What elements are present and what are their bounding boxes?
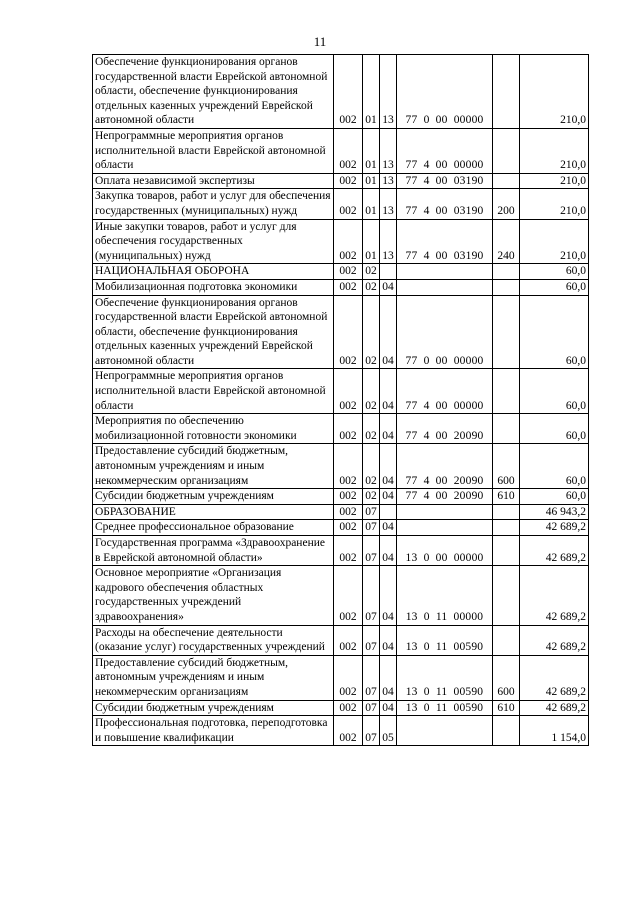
budget-table-body — [93, 55, 589, 746]
admin-code-cell: 002 — [334, 504, 363, 520]
expense-type-code-cell: 200 — [493, 189, 520, 219]
table-row — [93, 189, 589, 219]
amount-cell: 42 689,2 — [520, 520, 589, 536]
target-article-code-cell: 13 0 11 00590 — [397, 655, 493, 700]
row-name-cell: Субсидии бюджетным учреждениям — [93, 489, 334, 505]
row-name-cell: Непрограммные мероприятия органов исполнительной власти Еврейской автономной области — [93, 369, 334, 414]
row-name-cell: Расходы на обеспечение деятельности (оказание услуг) государственных учреждений — [93, 625, 334, 655]
admin-code-cell: 002 — [334, 716, 363, 746]
subsection-code-cell: 13 — [380, 173, 397, 189]
expense-type-code-cell — [493, 625, 520, 655]
row-name-cell: Оплата независимой экспертизы — [93, 173, 334, 189]
section-code-cell: 02 — [363, 264, 380, 280]
table-row — [93, 264, 589, 280]
subsection-code-cell: 04 — [380, 444, 397, 489]
expense-type-code-cell: 240 — [493, 219, 520, 264]
admin-code-cell: 002 — [334, 700, 363, 716]
section-code-cell: 02 — [363, 489, 380, 505]
subsection-code-cell: 05 — [380, 716, 397, 746]
table-row — [93, 655, 589, 700]
amount-cell: 210,0 — [520, 189, 589, 219]
table-row — [93, 55, 589, 129]
admin-code-cell: 002 — [334, 189, 363, 219]
expense-type-code-cell — [493, 504, 520, 520]
row-name-cell: ОБРАЗОВАНИЕ — [93, 504, 334, 520]
amount-cell: 46 943,2 — [520, 504, 589, 520]
amount-cell: 210,0 — [520, 128, 589, 173]
expense-type-code-cell — [493, 520, 520, 536]
subsection-code-cell: 13 — [380, 219, 397, 264]
target-article-code-cell — [397, 264, 493, 280]
amount-cell: 210,0 — [520, 173, 589, 189]
table-row — [93, 520, 589, 536]
subsection-code-cell: 04 — [380, 279, 397, 295]
row-name-cell: Государственная программа «Здравоохранение в Еврейской автономной области» — [93, 536, 334, 566]
expense-type-code-cell — [493, 566, 520, 625]
admin-code-cell: 002 — [334, 55, 363, 129]
amount-cell: 42 689,2 — [520, 655, 589, 700]
table-row — [93, 566, 589, 625]
target-article-code-cell — [397, 504, 493, 520]
section-code-cell: 01 — [363, 173, 380, 189]
section-code-cell: 02 — [363, 279, 380, 295]
section-code-cell: 07 — [363, 520, 380, 536]
table-row — [93, 536, 589, 566]
table-row — [93, 716, 589, 746]
admin-code-cell: 002 — [334, 655, 363, 700]
target-article-code-cell: 13 0 00 00000 — [397, 536, 493, 566]
row-name-cell: Обеспечение функционирования органов государственной власти Еврейской автономной области, обеспечение функционирования отдельных казенных учреждений Еврейской автономной области — [93, 295, 334, 369]
amount-cell: 60,0 — [520, 279, 589, 295]
expense-type-code-cell — [493, 55, 520, 129]
section-code-cell: 07 — [363, 536, 380, 566]
amount-cell: 1 154,0 — [520, 716, 589, 746]
section-code-cell: 02 — [363, 369, 380, 414]
amount-cell: 42 689,2 — [520, 566, 589, 625]
target-article-code-cell — [397, 716, 493, 746]
admin-code-cell: 002 — [334, 536, 363, 566]
table-row — [93, 504, 589, 520]
subsection-code-cell — [380, 504, 397, 520]
row-name-cell: Иные закупки товаров, работ и услуг для обеспечения государственных (муниципальных) нужд — [93, 219, 334, 264]
amount-cell: 42 689,2 — [520, 700, 589, 716]
expense-type-code-cell — [493, 536, 520, 566]
table-row — [93, 369, 589, 414]
subsection-code-cell: 04 — [380, 700, 397, 716]
target-article-code-cell: 13 0 11 00000 — [397, 566, 493, 625]
target-article-code-cell — [397, 520, 493, 536]
expense-type-code-cell — [493, 128, 520, 173]
section-code-cell: 02 — [363, 444, 380, 489]
admin-code-cell: 002 — [334, 279, 363, 295]
subsection-code-cell: 13 — [380, 55, 397, 129]
section-code-cell: 07 — [363, 566, 380, 625]
section-code-cell: 01 — [363, 189, 380, 219]
section-code-cell: 02 — [363, 414, 380, 444]
admin-code-cell: 002 — [334, 369, 363, 414]
subsection-code-cell — [380, 264, 397, 280]
section-code-cell: 07 — [363, 700, 380, 716]
target-article-code-cell: 77 4 00 00000 — [397, 369, 493, 414]
section-code-cell: 01 — [363, 128, 380, 173]
subsection-code-cell: 04 — [380, 295, 397, 369]
subsection-code-cell: 13 — [380, 189, 397, 219]
expense-type-code-cell: 600 — [493, 655, 520, 700]
target-article-code-cell: 13 0 11 00590 — [397, 625, 493, 655]
section-code-cell: 01 — [363, 219, 380, 264]
admin-code-cell: 002 — [334, 520, 363, 536]
admin-code-cell: 002 — [334, 219, 363, 264]
admin-code-cell: 002 — [334, 444, 363, 489]
expense-type-code-cell — [493, 414, 520, 444]
target-article-code-cell — [397, 279, 493, 295]
section-code-cell: 07 — [363, 504, 380, 520]
table-row — [93, 219, 589, 264]
budget-table — [92, 54, 589, 746]
amount-cell: 42 689,2 — [520, 536, 589, 566]
subsection-code-cell: 04 — [380, 489, 397, 505]
row-name-cell: Предоставление субсидий бюджетным, автономным учреждениям и иным некоммерческим организациям — [93, 444, 334, 489]
expense-type-code-cell — [493, 369, 520, 414]
target-article-code-cell: 77 4 00 03190 — [397, 189, 493, 219]
subsection-code-cell: 04 — [380, 369, 397, 414]
admin-code-cell: 002 — [334, 566, 363, 625]
subsection-code-cell: 04 — [380, 414, 397, 444]
subsection-code-cell: 04 — [380, 625, 397, 655]
table-row — [93, 295, 589, 369]
target-article-code-cell: 77 4 00 20090 — [397, 444, 493, 489]
expense-type-code-cell: 610 — [493, 489, 520, 505]
section-code-cell: 07 — [363, 716, 380, 746]
row-name-cell: Мероприятия по обеспечению мобилизационной готовности экономики — [93, 414, 334, 444]
admin-code-cell: 002 — [334, 489, 363, 505]
target-article-code-cell: 77 0 00 00000 — [397, 295, 493, 369]
row-name-cell: Закупка товаров, работ и услуг для обеспечения государственных (муниципальных) нужд — [93, 189, 334, 219]
expense-type-code-cell — [493, 173, 520, 189]
table-row — [93, 444, 589, 489]
table-row — [93, 173, 589, 189]
amount-cell: 60,0 — [520, 414, 589, 444]
admin-code-cell: 002 — [334, 295, 363, 369]
target-article-code-cell: 77 4 00 20090 — [397, 489, 493, 505]
admin-code-cell: 002 — [334, 414, 363, 444]
amount-cell: 60,0 — [520, 295, 589, 369]
expense-type-code-cell — [493, 295, 520, 369]
section-code-cell: 01 — [363, 55, 380, 129]
expense-type-code-cell: 610 — [493, 700, 520, 716]
row-name-cell: Основное мероприятие «Организация кадрового обеспечения областных государственных учреждений здравоохранения» — [93, 566, 334, 625]
section-code-cell: 02 — [363, 295, 380, 369]
expense-type-code-cell — [493, 716, 520, 746]
amount-cell: 210,0 — [520, 55, 589, 129]
amount-cell: 60,0 — [520, 444, 589, 489]
row-name-cell: Обеспечение функционирования органов государственной власти Еврейской автономной области, обеспечение функционирования отдельных казенных учреждений Еврейской автономной области — [93, 55, 334, 129]
amount-cell: 210,0 — [520, 219, 589, 264]
table-row — [93, 489, 589, 505]
target-article-code-cell: 77 4 00 20090 — [397, 414, 493, 444]
subsection-code-cell: 04 — [380, 655, 397, 700]
table-row — [93, 279, 589, 295]
expense-type-code-cell: 600 — [493, 444, 520, 489]
section-code-cell: 07 — [363, 655, 380, 700]
subsection-code-cell: 04 — [380, 566, 397, 625]
subsection-code-cell: 04 — [380, 536, 397, 566]
table-row — [93, 128, 589, 173]
table-row — [93, 414, 589, 444]
row-name-cell: Мобилизационная подготовка экономики — [93, 279, 334, 295]
row-name-cell: Среднее профессиональное образование — [93, 520, 334, 536]
admin-code-cell: 002 — [334, 625, 363, 655]
row-name-cell: Непрограммные мероприятия органов исполнительной власти Еврейской автономной области — [93, 128, 334, 173]
table-row — [93, 700, 589, 716]
row-name-cell: Профессиональная подготовка, переподготовка и повышение квалификации — [93, 716, 334, 746]
amount-cell: 60,0 — [520, 489, 589, 505]
amount-cell: 60,0 — [520, 264, 589, 280]
page-number: 11 — [313, 34, 327, 49]
amount-cell: 60,0 — [520, 369, 589, 414]
admin-code-cell: 002 — [334, 128, 363, 173]
table-row — [93, 625, 589, 655]
expense-type-code-cell — [493, 279, 520, 295]
target-article-code-cell: 77 4 00 00000 — [397, 128, 493, 173]
target-article-code-cell: 77 4 00 03190 — [397, 173, 493, 189]
row-name-cell: Субсидии бюджетным учреждениям — [93, 700, 334, 716]
amount-cell: 42 689,2 — [520, 625, 589, 655]
target-article-code-cell: 77 4 00 03190 — [397, 219, 493, 264]
admin-code-cell: 002 — [334, 264, 363, 280]
row-name-cell: НАЦИОНАЛЬНАЯ ОБОРОНА — [93, 264, 334, 280]
target-article-code-cell: 13 0 11 00590 — [397, 700, 493, 716]
section-code-cell: 07 — [363, 625, 380, 655]
target-article-code-cell: 77 0 00 00000 — [397, 55, 493, 129]
admin-code-cell: 002 — [334, 173, 363, 189]
expense-type-code-cell — [493, 264, 520, 280]
subsection-code-cell: 13 — [380, 128, 397, 173]
row-name-cell: Предоставление субсидий бюджетным, автономным учреждениям и иным некоммерческим организациям — [93, 655, 334, 700]
subsection-code-cell: 04 — [380, 520, 397, 536]
